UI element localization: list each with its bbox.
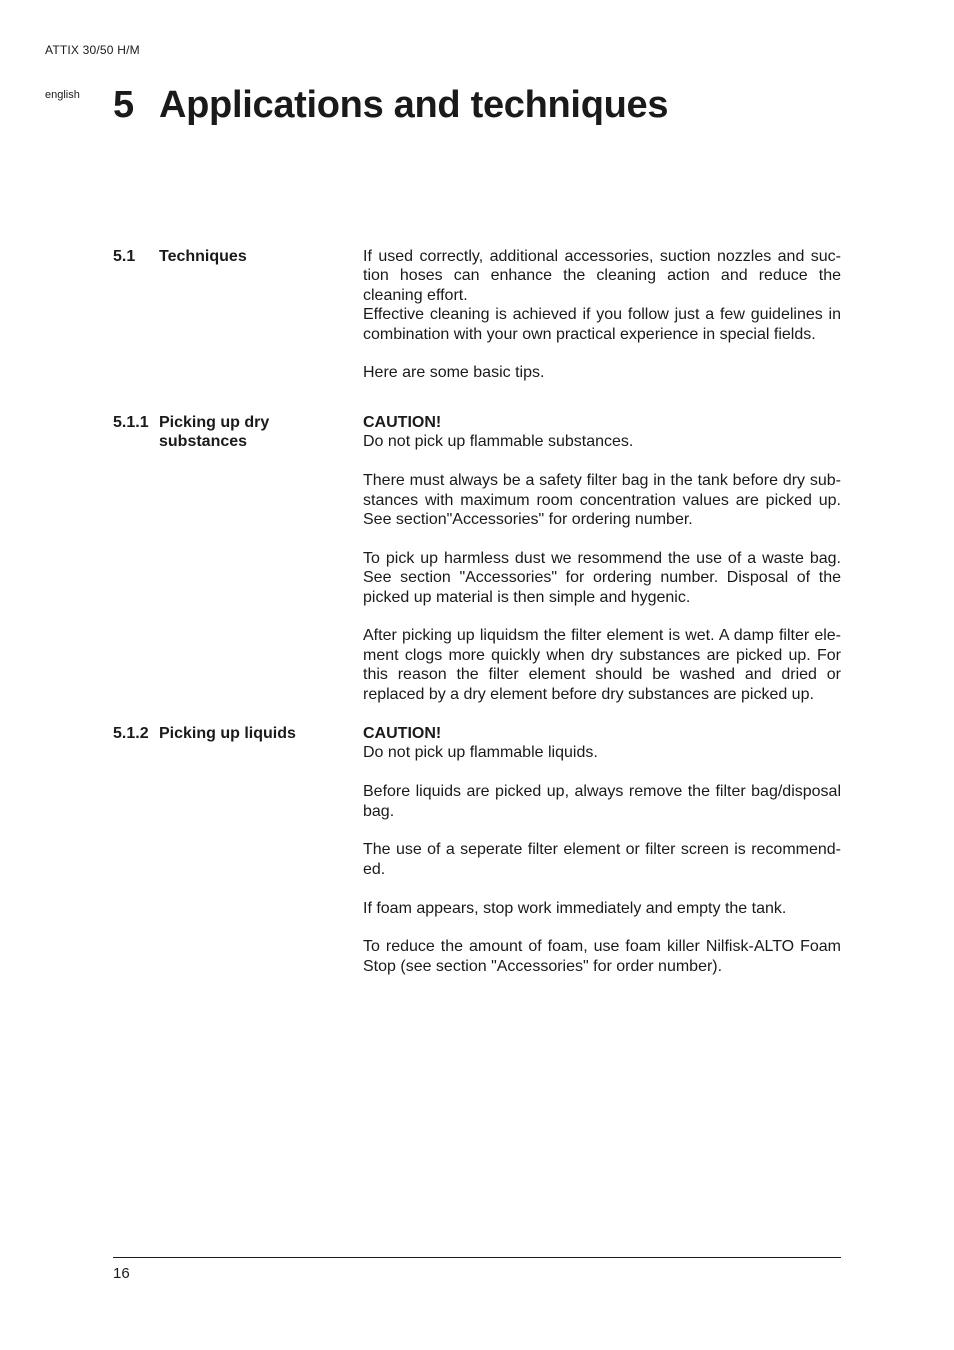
section-number: 5.1	[113, 248, 136, 265]
page-number: 16	[113, 1265, 130, 1282]
footer-divider	[113, 1257, 841, 1258]
paragraph: To pick up harmless dust we resommend the use of a waste bag. See section "Accessories" for ordering number. Disposal of the picked up material is then simple and hygenic.	[363, 549, 841, 606]
paragraph: After picking up liquidsm the filter element is wet. A damp filter element clogs more quickly when dry substances are picked up. For this reason the filter element should be washed and dried or replaced by a dry element before dry substances are picked up.	[363, 627, 841, 703]
section-number: 5.1.2	[113, 725, 149, 742]
chapter-title	[113, 84, 668, 127]
paragraph: Effective cleaning is achieved if you follow just a few guidelines in combination with your own practical experience in special fields.	[363, 306, 841, 343]
paragraph: If used correctly, additional accessories, suction nozzles and suction hoses can enhance the cleaning action and reduce the cleaning effort.	[363, 248, 841, 304]
paragraph: Do not pick up flammable liquids.	[363, 744, 598, 762]
paragraph: Before liquids are picked up, always remove the filter bag/disposal bag.	[363, 783, 841, 820]
paragraph: Here are some basic tips.	[363, 364, 545, 382]
chapter-number: 5	[113, 84, 134, 126]
caution-label: CAUTION!	[363, 725, 442, 742]
section-title: Techniques	[159, 248, 247, 265]
chapter-title-text: Applications and techniques	[159, 84, 669, 126]
paragraph: Do not pick up flammable substances.	[363, 433, 634, 451]
paragraph: If foam appears, stop work immediately and empty the tank.	[363, 899, 787, 917]
document-model: ATTIX 30/50 H/M	[45, 43, 140, 57]
section-title: Picking up liquids	[159, 725, 296, 742]
section-body	[363, 413, 841, 704]
section-body	[363, 247, 841, 383]
section-title: Picking up dry substances	[159, 414, 270, 451]
paragraph: The use of a seperate filter element or filter screen is recommended.	[363, 841, 841, 878]
paragraph: There must always be a safety filter bag in the tank before dry substances with maximum room concentration values are picked up. See section"Accessories" for ordering number.	[363, 472, 841, 529]
section-number: 5.1.1	[113, 414, 149, 431]
document-language: english	[45, 89, 80, 101]
caution-label: CAUTION!	[363, 414, 442, 431]
section-body	[363, 724, 841, 976]
paragraph: To reduce the amount of foam, use foam killer Nilfisk-ALTO Foam Stop (see section "Accessories" for order number).	[363, 938, 841, 975]
